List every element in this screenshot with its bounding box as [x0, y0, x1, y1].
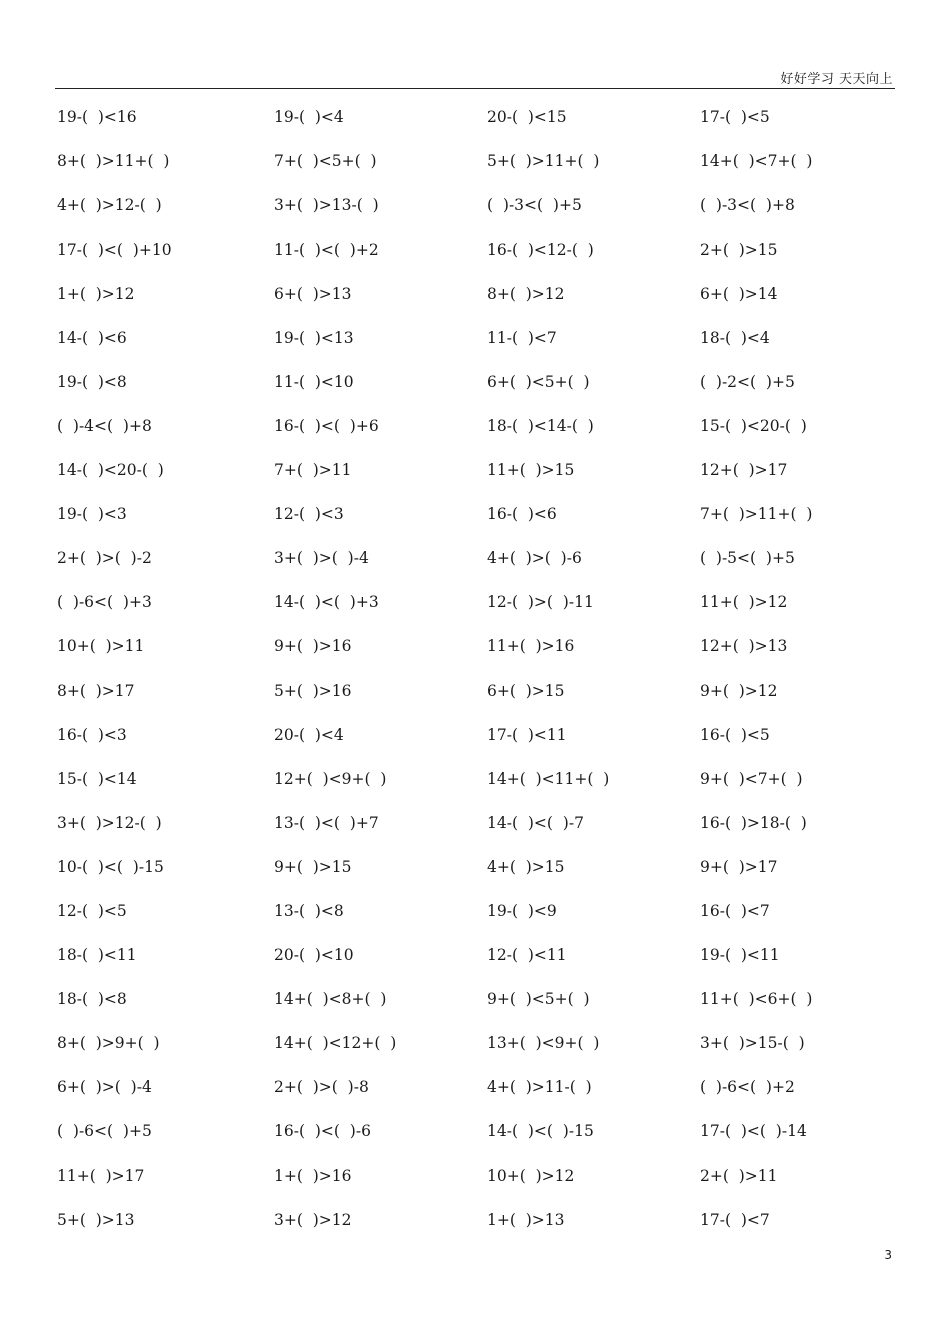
- exercise-item: 11+( )>17: [57, 1166, 145, 1185]
- exercise-item: 14+( )<11+( ): [487, 769, 610, 788]
- exercise-item: 7+( )>11: [274, 461, 352, 480]
- exercise-item: 4+( )>12-( ): [57, 196, 162, 215]
- exercise-item: 19-( )<16: [57, 108, 137, 127]
- exercise-row: [57, 934, 917, 978]
- header-slogan: 好好学习 天天向上: [780, 72, 893, 87]
- exercise-item: ( )-2<( )+5: [700, 372, 795, 391]
- exercise-item: ( )-3<( )+8: [700, 196, 795, 215]
- exercise-item: 16-( )<12-( ): [487, 240, 594, 259]
- exercise-item: 14+( )<12+( ): [274, 1034, 397, 1053]
- exercise-item: 9+( )>16: [274, 637, 352, 656]
- exercise-row: [57, 361, 917, 405]
- exercise-item: 15-( )<20-( ): [700, 416, 807, 435]
- exercise-item: 17-( )<( )+10: [57, 240, 172, 259]
- exercise-item: 2+( )>( )-2: [57, 549, 152, 568]
- exercise-row: [57, 802, 917, 846]
- exercise-item: 3+( )>12: [274, 1210, 352, 1229]
- exercise-item: 6+( )>15: [487, 681, 565, 700]
- exercise-item: 11-( )<( )+2: [274, 240, 379, 259]
- exercise-item: 9+( )<5+( ): [487, 990, 590, 1009]
- exercise-item: 6+( )>14: [700, 284, 778, 303]
- exercise-item: ( )-5<( )+5: [700, 549, 795, 568]
- exercise-item: 8+( )>9+( ): [57, 1034, 160, 1053]
- exercise-item: 11+( )>15: [487, 461, 575, 480]
- exercise-item: 11+( )>16: [487, 637, 575, 656]
- exercise-item: 8+( )>12: [487, 284, 565, 303]
- exercise-item: 17-( )<5: [700, 108, 770, 127]
- exercise-item: 5+( )>13: [57, 1210, 135, 1229]
- exercise-item: 19-( )<8: [57, 372, 127, 391]
- exercise-item: 13-( )<8: [274, 901, 344, 920]
- exercise-item: 14-( )<( )-15: [487, 1122, 594, 1141]
- exercise-item: 6+( )>( )-4: [57, 1078, 152, 1097]
- exercise-item: 12+( )>13: [700, 637, 788, 656]
- exercise-row: [57, 1198, 917, 1242]
- exercise-row: [57, 96, 917, 140]
- exercise-row: [57, 846, 917, 890]
- exercise-row: [57, 713, 917, 757]
- exercise-item: ( )-6<( )+2: [700, 1078, 795, 1097]
- exercise-row: [57, 228, 917, 272]
- exercise-row: [57, 316, 917, 360]
- exercise-item: 19-( )<3: [57, 505, 127, 524]
- exercise-grid: [57, 96, 917, 1242]
- exercise-row: [57, 405, 917, 449]
- exercise-item: 12-( )<3: [274, 505, 344, 524]
- exercise-item: 13+( )<9+( ): [487, 1034, 600, 1053]
- exercise-item: 16-( )<( )+6: [274, 416, 379, 435]
- exercise-item: 9+( )>12: [700, 681, 778, 700]
- exercise-item: 16-( )<( )-6: [274, 1122, 371, 1141]
- exercise-item: 19-( )<9: [487, 901, 557, 920]
- exercise-row: [57, 757, 917, 801]
- exercise-item: 9+( )>15: [274, 857, 352, 876]
- exercise-item: 16-( )<6: [487, 505, 557, 524]
- exercise-item: 1+( )>12: [57, 284, 135, 303]
- exercise-item: ( )-6<( )+3: [57, 593, 152, 612]
- exercise-item: 18-( )<4: [700, 328, 770, 347]
- exercise-item: 11+( )<6+( ): [700, 990, 813, 1009]
- exercise-item: 19-( )<13: [274, 328, 354, 347]
- exercise-item: 18-( )<8: [57, 990, 127, 1009]
- exercise-row: [57, 493, 917, 537]
- exercise-item: 7+( )>11+( ): [700, 505, 813, 524]
- exercise-row: [57, 1022, 917, 1066]
- exercise-row: [57, 890, 917, 934]
- exercise-row: [57, 1066, 917, 1110]
- exercise-item: 19-( )<11: [700, 946, 780, 965]
- exercise-item: 3+( )>13-( ): [274, 196, 379, 215]
- exercise-item: 19-( )<4: [274, 108, 344, 127]
- exercise-row: [57, 184, 917, 228]
- exercise-item: 12-( )>( )-11: [487, 593, 594, 612]
- exercise-item: ( )-4<( )+8: [57, 416, 152, 435]
- exercise-item: 14-( )<( )-7: [487, 813, 584, 832]
- exercise-item: 14-( )<20-( ): [57, 461, 164, 480]
- exercise-item: 3+( )>12-( ): [57, 813, 162, 832]
- exercise-item: 1+( )>13: [487, 1210, 565, 1229]
- exercise-item: 12+( )<9+( ): [274, 769, 387, 788]
- exercise-item: 4+( )>( )-6: [487, 549, 582, 568]
- exercise-item: 3+( )>15-( ): [700, 1034, 805, 1053]
- exercise-item: 18-( )<11: [57, 946, 137, 965]
- exercise-item: 4+( )>15: [487, 857, 565, 876]
- exercise-item: 13-( )<( )+7: [274, 813, 379, 832]
- exercise-item: 4+( )>11-( ): [487, 1078, 592, 1097]
- exercise-row: [57, 449, 917, 493]
- exercise-item: 5+( )>16: [274, 681, 352, 700]
- exercise-item: 16-( )>18-( ): [700, 813, 807, 832]
- exercise-row: [57, 140, 917, 184]
- exercise-item: 9+( )>17: [700, 857, 778, 876]
- exercise-item: 1+( )>16: [274, 1166, 352, 1185]
- exercise-item: 10-( )<( )-15: [57, 857, 164, 876]
- exercise-item: 14-( )<6: [57, 328, 127, 347]
- exercise-item: 20-( )<10: [274, 946, 354, 965]
- exercise-item: 5+( )>11+( ): [487, 152, 600, 171]
- exercise-item: 17-( )<( )-14: [700, 1122, 807, 1141]
- exercise-item: 8+( )>17: [57, 681, 135, 700]
- exercise-item: 14+( )<7+( ): [700, 152, 813, 171]
- exercise-item: 10+( )>12: [487, 1166, 575, 1185]
- exercise-item: 16-( )<3: [57, 725, 127, 744]
- exercise-item: 2+( )>11: [700, 1166, 778, 1185]
- exercise-item: 11-( )<10: [274, 372, 354, 391]
- exercise-item: 2+( )>( )-8: [274, 1078, 369, 1097]
- exercise-item: 18-( )<14-( ): [487, 416, 594, 435]
- exercise-item: 17-( )<11: [487, 725, 567, 744]
- exercise-item: 16-( )<7: [700, 901, 770, 920]
- exercise-item: 14-( )<( )+3: [274, 593, 379, 612]
- exercise-item: 3+( )>( )-4: [274, 549, 369, 568]
- exercise-item: 7+( )<5+( ): [274, 152, 377, 171]
- exercise-item: 6+( )<5+( ): [487, 372, 590, 391]
- exercise-row: [57, 978, 917, 1022]
- exercise-item: 10+( )>11: [57, 637, 145, 656]
- page-number: 3: [884, 1248, 892, 1262]
- exercise-item: 16-( )<5: [700, 725, 770, 744]
- exercise-row: [57, 1110, 917, 1154]
- exercise-item: 20-( )<15: [487, 108, 567, 127]
- exercise-item: 17-( )<7: [700, 1210, 770, 1229]
- exercise-row: [57, 625, 917, 669]
- exercise-item: 9+( )<7+( ): [700, 769, 803, 788]
- header-divider: [55, 88, 895, 89]
- exercise-item: ( )-6<( )+5: [57, 1122, 152, 1141]
- exercise-item: 11-( )<7: [487, 328, 557, 347]
- exercise-item: 2+( )>15: [700, 240, 778, 259]
- exercise-item: 12+( )>17: [700, 461, 788, 480]
- exercise-item: ( )-3<( )+5: [487, 196, 582, 215]
- exercise-row: [57, 581, 917, 625]
- exercise-item: 12-( )<11: [487, 946, 567, 965]
- exercise-item: 12-( )<5: [57, 901, 127, 920]
- exercise-row: [57, 1154, 917, 1198]
- exercise-item: 15-( )<14: [57, 769, 137, 788]
- exercise-row: [57, 537, 917, 581]
- exercise-item: 14+( )<8+( ): [274, 990, 387, 1009]
- exercise-item: 6+( )>13: [274, 284, 352, 303]
- exercise-item: 8+( )>11+( ): [57, 152, 170, 171]
- exercise-item: 20-( )<4: [274, 725, 344, 744]
- exercise-row: [57, 272, 917, 316]
- exercise-item: 11+( )>12: [700, 593, 788, 612]
- exercise-row: [57, 669, 917, 713]
